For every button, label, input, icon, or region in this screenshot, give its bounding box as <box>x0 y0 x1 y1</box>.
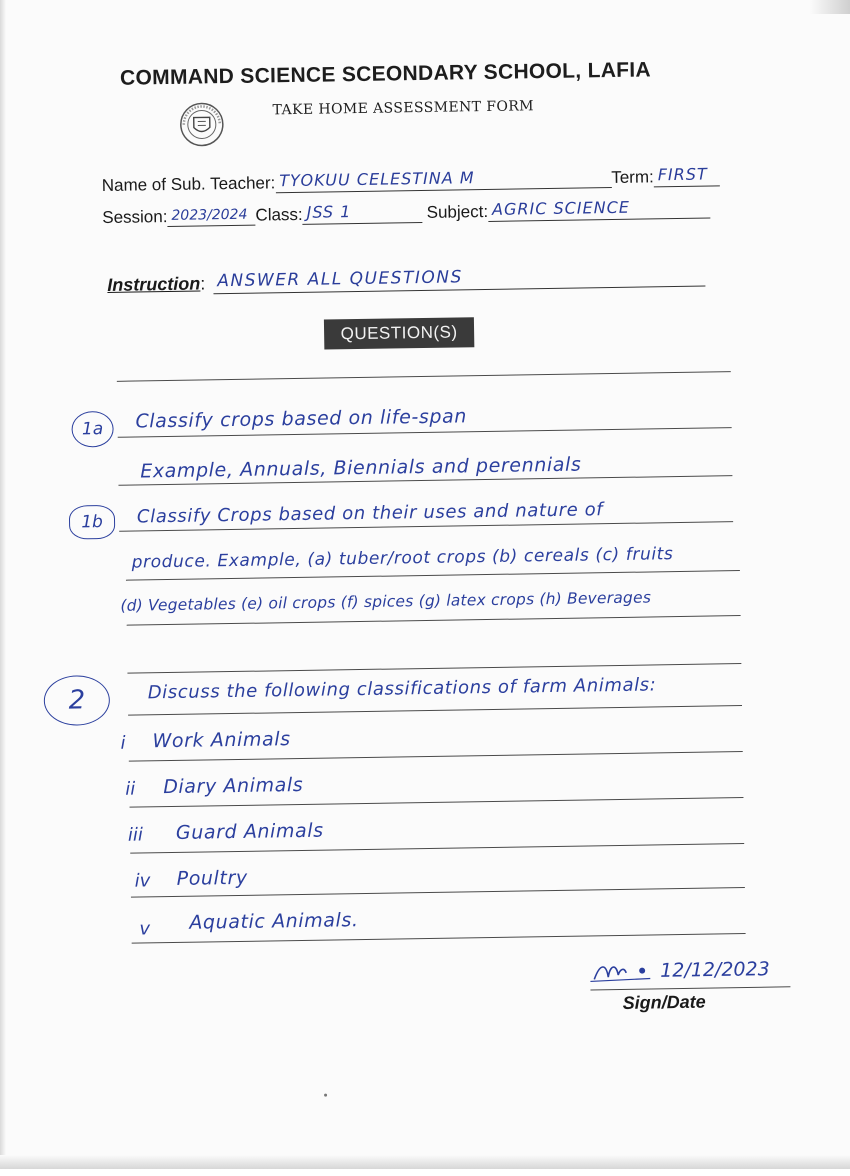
teacher-label: Name of Sub. Teacher: <box>101 173 276 196</box>
item-text: Aquatic Animals. <box>189 909 359 934</box>
subject-field[interactable] <box>488 195 710 221</box>
question-1b-line-3: (d) Vegetables (e) oil crops (f) spices (g) latex crops (h) Beverages <box>120 588 652 615</box>
ruled-line <box>126 570 740 581</box>
term-value: FIRST <box>657 164 708 185</box>
session-value: 2023/2024 <box>171 206 248 224</box>
ruled-line <box>127 663 741 674</box>
question-1a-line-1: Classify crops based on life-span <box>135 405 468 433</box>
instruction-label: Instruction <box>107 273 201 295</box>
ruled-line <box>130 797 744 808</box>
ruled-line <box>130 843 744 854</box>
item-numeral: i <box>120 732 126 754</box>
question-number-1b: 1b <box>69 505 116 540</box>
question-number-1a: 1a <box>71 411 114 448</box>
signature-area <box>590 957 770 986</box>
school-name: COMMAND SCIENCE SCEONDARY SCHOOL, LAFIA <box>119 58 652 90</box>
ruled-line <box>127 615 741 626</box>
teacher-value: TYOKUU CELESTINA M <box>279 168 475 191</box>
ruled-line <box>132 933 746 944</box>
instruction-field[interactable] <box>213 264 705 295</box>
class-label: Class: <box>255 204 303 225</box>
form-title: TAKE HOME ASSESSMENT FORM <box>272 98 535 119</box>
question-2-line-1: Discuss the following classifications of farm Animals: <box>147 674 657 704</box>
class-field[interactable] <box>302 200 422 225</box>
question-number-2: 2 <box>43 675 110 726</box>
class-value: JSS 1 <box>306 202 352 222</box>
item-text: Diary Animals <box>163 773 304 799</box>
teacher-field[interactable] <box>275 165 611 193</box>
item-text: Work Animals <box>152 728 291 753</box>
ruled-line <box>117 371 731 382</box>
session-field[interactable] <box>167 203 255 227</box>
item-text: Poultry <box>176 866 248 890</box>
signature-scribble-icon <box>590 958 654 985</box>
item-numeral: v <box>139 918 151 940</box>
question-1b-line-1: Classify Crops based on their uses and nature of <box>136 499 604 528</box>
sign-date-label: Sign/Date <box>622 991 706 1013</box>
session-label: Session: <box>102 207 168 228</box>
term-label: Term: <box>611 167 654 188</box>
instruction-colon: : <box>200 273 206 294</box>
item-numeral: iii <box>127 824 144 846</box>
item-numeral: iv <box>134 870 151 892</box>
ruled-line <box>129 751 743 762</box>
questions-banner: QUESTION(S) <box>324 317 474 349</box>
question-1b-line-2: produce. Example, (a) tuber/root crops (b) cereals (c) fruits <box>131 544 674 573</box>
subject-label: Subject: <box>426 201 489 222</box>
term-field[interactable] <box>654 163 720 187</box>
signature-date: 12/12/2023 <box>660 958 770 982</box>
instruction-value: ANSWER ALL QUESTIONS <box>217 267 463 292</box>
question-1a-line-2: Example, Annuals, Biennials and perennials <box>140 453 582 483</box>
school-crest-logo <box>178 101 225 148</box>
scan-speck <box>324 1094 327 1097</box>
session-class-subject-row <box>102 195 710 228</box>
subject-value: AGRIC SCIENCE <box>491 197 631 219</box>
item-text: Guard Animals <box>175 819 324 844</box>
teacher-term-row <box>102 163 720 196</box>
signature-line <box>590 986 790 990</box>
item-numeral: ii <box>125 778 136 800</box>
ruled-line <box>128 705 742 716</box>
instruction-row <box>107 264 705 296</box>
